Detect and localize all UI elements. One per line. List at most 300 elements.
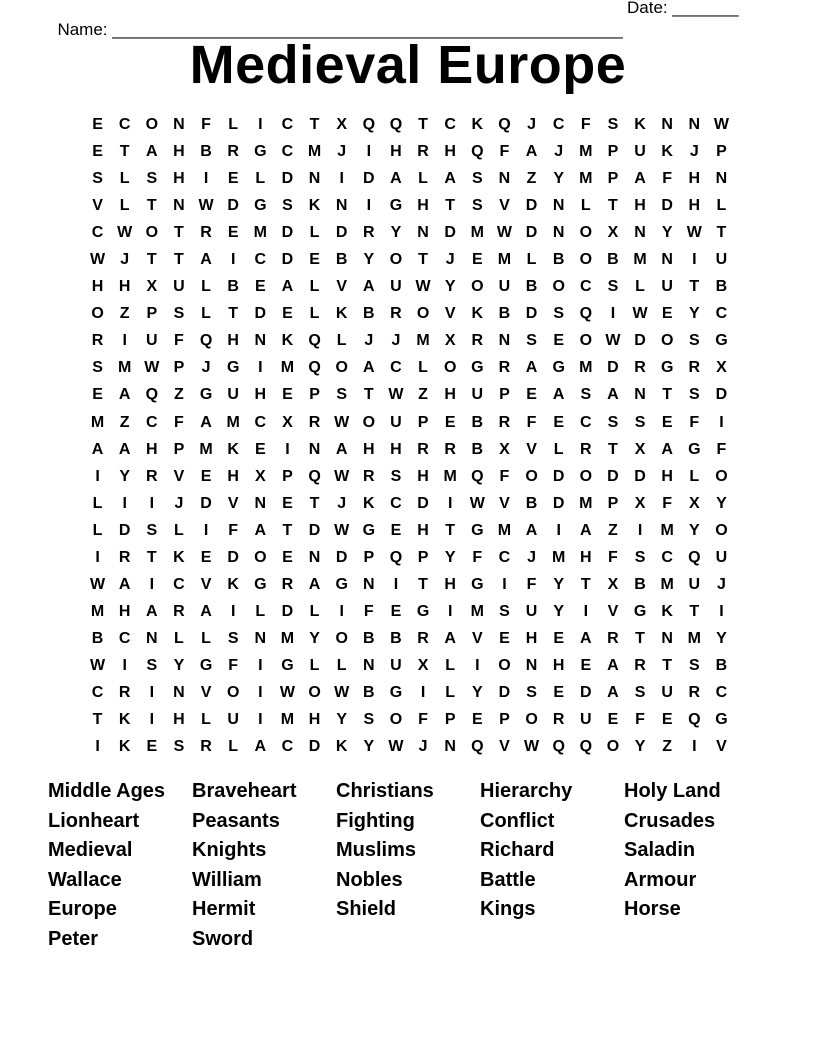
grid-letter: S [146, 521, 158, 539]
grid-letter: S [173, 305, 185, 323]
grid-letter: S [92, 359, 103, 377]
grid-letter: L [92, 521, 103, 539]
grid-letter: L [201, 629, 211, 647]
grid-letter: R [91, 332, 104, 350]
grid-letter: P [444, 711, 456, 729]
grid-letter: X [146, 278, 158, 296]
grid-letter: I [149, 575, 155, 593]
grid-letter: M [579, 143, 593, 161]
grid-letter: M [579, 359, 593, 377]
grid-letter: N [634, 386, 646, 404]
grid-letter: M [497, 251, 512, 269]
grid-letter: M [416, 332, 430, 350]
grid-letter: D [525, 305, 538, 323]
grid-letter: E [553, 332, 565, 350]
grid-letter: Q [308, 332, 321, 350]
grid-letter: Z [526, 170, 537, 188]
grid-letter: M [687, 629, 701, 647]
grid-letter: D [525, 224, 538, 242]
grid-letter: J [174, 494, 184, 512]
grid-letter: B [715, 278, 728, 296]
grid-letter: W [415, 278, 431, 296]
grid-letter: H [227, 467, 239, 485]
grid-letter: L [92, 494, 103, 512]
grid-letter: X [499, 440, 510, 458]
word-list-item: Braveheart [192, 780, 297, 802]
grid-letter: H [580, 548, 592, 566]
grid-row [84, 300, 735, 327]
grid-letter: K [335, 305, 348, 323]
grid-letter: M [226, 413, 240, 431]
grid-letter: N [146, 629, 158, 647]
word-list-item: Holy Land [624, 780, 721, 802]
grid-letter: J [120, 251, 130, 269]
grid-letter: N [661, 251, 673, 269]
grid-letter: M [90, 602, 105, 620]
grid-letter: X [254, 467, 266, 485]
grid-letter: H [444, 575, 456, 593]
grid-letter: C [390, 494, 402, 512]
grid-letter: V [227, 494, 239, 512]
grid-letter: T [418, 575, 428, 593]
grid-letter: N [308, 548, 321, 566]
grid-letter: C [661, 548, 673, 566]
grid-letter: U [715, 251, 728, 269]
grid-letter: E [390, 602, 402, 620]
grid-letter: P [309, 386, 320, 404]
grid-letter: B [607, 251, 619, 269]
grid-letter: K [634, 116, 646, 134]
grid-letter: L [201, 305, 211, 323]
grid-letter: E [200, 467, 212, 485]
grid-letter: Q [579, 738, 593, 756]
grid-letter: I [339, 170, 344, 188]
grid-letter: C [715, 305, 728, 323]
grid-letter: A [118, 440, 131, 458]
word-list-item: Medieval [48, 839, 133, 862]
grid-letter: G [389, 684, 403, 701]
grid-letter: I [447, 602, 453, 620]
grid-letter: B [498, 305, 511, 323]
grid-letter: O [362, 413, 376, 431]
grid-letter: R [118, 548, 131, 566]
grid-letter: H [417, 467, 429, 485]
grid-letter: N [417, 224, 429, 242]
grid-letter: H [688, 197, 701, 215]
grid-letter: X [716, 359, 727, 377]
grid-letter: F [526, 413, 537, 431]
grid-letter: H [227, 332, 239, 350]
grid-letter: S [227, 629, 239, 647]
grid-letter: R [363, 467, 375, 485]
grid-letter: T [689, 602, 700, 620]
grid-row [84, 354, 735, 381]
grid-letter: L [418, 359, 428, 377]
grid-letter: T [418, 251, 428, 269]
grid-letter: X [444, 332, 456, 350]
grid-letter: N [173, 197, 185, 215]
grid-letter: T [689, 278, 700, 296]
grid-letter: E [471, 711, 483, 729]
grid-letter: U [661, 684, 673, 701]
grid-row [84, 652, 735, 679]
grid-letter: Y [390, 224, 402, 242]
grid-row [84, 273, 735, 300]
grid-letter: H [363, 440, 375, 458]
grid-letter: R [552, 711, 565, 729]
grid-letter: Y [553, 602, 565, 620]
grid-letter: B [200, 143, 212, 161]
grid-letter: B [390, 629, 402, 647]
grid-letter: T [445, 197, 456, 215]
grid-letter: L [309, 656, 320, 674]
grid-letter: T [608, 197, 618, 215]
grid-letter: Q [308, 359, 321, 377]
grid-letter: S [363, 711, 375, 729]
grid-letter: R [417, 629, 429, 647]
grid-letter: I [475, 656, 480, 674]
grid-letter: E [227, 224, 239, 242]
grid-row [84, 679, 735, 706]
word-list-item: Fighting [336, 809, 415, 832]
grid-letter: A [607, 386, 619, 404]
grid-letter: D [200, 494, 212, 512]
grid-letter: D [607, 359, 619, 377]
grid-letter: P [607, 170, 619, 188]
grid-letter: W [334, 467, 350, 485]
grid-letter: I [95, 467, 100, 485]
grid-letter: J [201, 359, 211, 377]
grid-letter: G [688, 440, 701, 458]
grid-letter: Q [199, 332, 213, 350]
grid-letter: E [526, 386, 537, 404]
grid-letter: M [253, 224, 267, 242]
grid-letter: E [309, 251, 320, 269]
grid-letter: I [122, 656, 127, 674]
grid-letter: M [443, 467, 457, 485]
grid-letter: D [525, 197, 538, 215]
grid-letter: D [444, 224, 456, 242]
grid-letter: F [526, 575, 537, 593]
grid-letter: K [118, 711, 131, 729]
grid-letter: L [309, 305, 320, 323]
grid-letter: U [498, 278, 511, 296]
grid-letter: Y [716, 629, 727, 647]
grid-letter: L [309, 278, 320, 296]
grid-letter: X [336, 116, 348, 134]
grid-letter: A [363, 278, 375, 296]
grid-letter: O [525, 711, 538, 729]
grid-letter: B [471, 440, 484, 458]
grid-letter: T [418, 116, 428, 134]
grid-letter: O [579, 224, 593, 242]
grid-letter: F [689, 413, 700, 431]
grid-letter: M [552, 548, 566, 566]
grid-letter: I [122, 494, 127, 512]
grid-letter: F [363, 602, 374, 620]
grid-row [84, 111, 735, 138]
grid-letter: F [201, 116, 211, 134]
grid-letter: A [200, 602, 212, 620]
grid-letter: N [634, 224, 646, 242]
grid-letter: V [336, 278, 348, 296]
grid-letter: N [552, 224, 565, 242]
grid-letter: W [144, 359, 160, 377]
grid-letter: W [117, 224, 133, 242]
grid-letter: Y [363, 738, 375, 756]
grid-letter: M [660, 521, 674, 539]
grid-letter: I [258, 656, 263, 674]
grid-letter: O [606, 738, 620, 756]
grid-letter: G [254, 575, 267, 593]
grid-letter: T [445, 521, 456, 539]
grid-letter: D [281, 602, 294, 620]
grid-letter: K [227, 440, 239, 458]
grid-letter: L [228, 116, 239, 134]
grid-letter: K [471, 305, 484, 323]
grid-letter: D [335, 224, 348, 242]
grid-letter: A [444, 170, 456, 188]
grid-letter: L [689, 467, 700, 485]
grid-letter: R [634, 359, 646, 377]
grid-letter: A [146, 143, 158, 161]
word-list-item: Europe [48, 898, 117, 921]
grid-letter: J [554, 143, 564, 161]
grid-letter: Z [174, 386, 184, 404]
grid-letter: P [173, 440, 185, 458]
grid-letter: F [580, 116, 591, 134]
grid-letter: P [716, 143, 727, 161]
grid-letter: S [607, 413, 619, 431]
grid-letter: M [90, 413, 105, 431]
grid-letter: Y [553, 170, 565, 188]
grid-letter: N [498, 170, 511, 188]
grid-letter: D [498, 684, 511, 701]
grid-letter: C [281, 143, 294, 161]
grid-letter: F [228, 656, 239, 674]
grid-letter: J [391, 332, 401, 350]
grid-letter: O [552, 278, 565, 296]
grid-letter: Y [336, 711, 348, 729]
grid-row [84, 327, 735, 354]
grid-letter: W [496, 224, 512, 242]
grid-letter: R [363, 224, 375, 242]
grid-letter: O [498, 656, 511, 674]
grid-letter: F [174, 332, 184, 350]
word-list-item: Conflict [480, 809, 555, 832]
grid-letter: V [471, 629, 483, 647]
grid-letter: O [579, 467, 593, 485]
grid-letter: L [336, 656, 347, 674]
grid-letter: V [444, 305, 456, 323]
grid-letter: C [444, 116, 456, 134]
grid-letter: A [91, 440, 104, 458]
grid-letter: T [716, 224, 727, 242]
word-list-item: Peasants [192, 809, 280, 832]
grid-letter: I [258, 359, 263, 377]
grid-letter: H [91, 278, 104, 296]
grid-letter: X [688, 494, 700, 512]
grid-letter: Q [471, 738, 484, 756]
grid-letter: A [634, 170, 646, 188]
grid-letter: E [553, 629, 565, 647]
grid-letter: R [308, 413, 321, 431]
grid-letter: E [661, 413, 673, 431]
grid-letter: F [228, 521, 239, 539]
grid-row [84, 219, 735, 246]
grid-letter: D [552, 467, 565, 485]
grid-letter: A [363, 359, 375, 377]
grid-letter: A [661, 440, 673, 458]
grid-letter: G [226, 359, 240, 377]
grid-letter: O [254, 548, 267, 566]
grid-letter: C [498, 548, 511, 566]
grid-letter: C [91, 684, 104, 701]
grid-letter: E [553, 684, 565, 701]
grid-letter: B [91, 629, 104, 647]
word-list-item: Hermit [192, 898, 256, 921]
grid-letter: N [254, 494, 267, 512]
word-list-item: Lionheart [48, 809, 140, 832]
grid-letter: W [334, 413, 350, 431]
grid-letter: P [363, 548, 375, 566]
grid-letter: G [254, 197, 267, 215]
grid-letter: Y [444, 278, 456, 296]
grid-letter: L [201, 278, 211, 296]
grid-letter: I [610, 305, 616, 323]
grid-letter: C [715, 684, 728, 701]
grid-letter: P [607, 494, 619, 512]
grid-letter: S [634, 684, 646, 701]
grid-letter: M [199, 440, 213, 458]
grid-letter: Z [119, 305, 130, 323]
grid-letter: W [686, 224, 702, 242]
grid-letter: F [662, 494, 673, 512]
grid-letter: I [258, 684, 263, 701]
word-list-item: Hierarchy [480, 780, 573, 802]
grid-letter: R [146, 467, 158, 485]
grid-letter: S [471, 170, 483, 188]
word-list-item: Shield [336, 898, 397, 921]
word-list-item: Battle [480, 868, 536, 891]
grid-letter: I [637, 521, 643, 539]
grid-letter: S [146, 170, 158, 188]
grid-letter: L [228, 738, 239, 756]
grid-letter: B [525, 278, 538, 296]
word-list-item: Richard [480, 839, 555, 862]
grid-letter: Y [688, 521, 700, 539]
grid-letter: H [525, 629, 538, 647]
grid-letter: W [279, 684, 295, 701]
grid-letter: D [363, 170, 375, 188]
grid-letter: E [92, 386, 103, 404]
grid-letter: H [417, 197, 429, 215]
grid-letter: X [634, 440, 646, 458]
grid-letter: I [583, 602, 589, 620]
grid-letter: U [390, 278, 402, 296]
grid-letter: E [92, 116, 103, 134]
word-list-item: Peter [48, 927, 99, 950]
grid-letter: K [363, 494, 375, 512]
word-bank [48, 777, 768, 955]
grid-letter: Z [119, 413, 130, 431]
grid-letter: I [366, 197, 372, 215]
grid-letter: G [254, 143, 267, 161]
grid-letter: C [91, 224, 104, 242]
grid-letter: D [335, 548, 348, 566]
grid-letter: I [258, 711, 263, 729]
grid-letter: U [471, 386, 484, 404]
grid-letter: N [688, 116, 701, 134]
grid-letter: Q [552, 738, 565, 756]
grid-letter: N [173, 684, 185, 701]
grid-letter: A [607, 656, 619, 674]
grid-letter: O [145, 224, 159, 242]
grid-letter: O [226, 684, 240, 701]
grid-row [84, 436, 735, 463]
grid-letter: G [416, 602, 430, 620]
grid-letter: N [308, 170, 321, 188]
word-list-item: William [192, 868, 262, 891]
grid-letter: E [607, 711, 619, 729]
grid-letter: M [633, 251, 647, 269]
grid-row [84, 381, 735, 408]
grid-letter: R [498, 359, 511, 377]
grid-letter: F [174, 413, 184, 431]
grid-letter: Q [688, 711, 701, 729]
grid-letter: V [200, 575, 212, 593]
grid-letter: P [417, 413, 429, 431]
grid-letter: I [692, 251, 697, 269]
grid-letter: M [118, 359, 132, 377]
grid-letter: L [526, 251, 537, 269]
grid-letter: Q [389, 548, 403, 566]
grid-row [84, 544, 735, 571]
grid-letter: X [634, 494, 646, 512]
grid-letter: G [633, 602, 647, 620]
grid-letter: X [607, 224, 619, 242]
grid-letter: F [418, 711, 428, 729]
grid-letter: T [146, 197, 157, 215]
grid-letter: W [198, 197, 214, 215]
grid-letter: M [280, 359, 295, 377]
grid-letter: X [417, 656, 429, 674]
grid-letter: O [91, 305, 104, 323]
grid-letter: Y [119, 467, 131, 485]
grid-letter: G [715, 711, 728, 729]
word-list-item: Muslims [336, 839, 417, 862]
grid-letter: A [254, 738, 267, 756]
grid-letter: E [444, 413, 456, 431]
grid-letter: H [173, 143, 185, 161]
grid-letter: O [389, 711, 403, 729]
grid-letter: A [444, 629, 456, 647]
grid-letter: T [608, 440, 618, 458]
grid-letter: O [308, 684, 321, 701]
grid-letter: F [635, 711, 645, 729]
grid-letter: E [661, 711, 673, 729]
grid-letter: F [608, 548, 618, 566]
grid-letter: A [607, 684, 619, 701]
grid-letter: C [118, 629, 131, 647]
grid-letter: J [716, 575, 726, 593]
grid-letter: G [471, 359, 484, 377]
grid-letter: D [227, 197, 239, 215]
grid-letter: Y [553, 575, 565, 593]
word-list-item: Christians [336, 780, 434, 802]
grid-letter: L [119, 170, 130, 188]
word-list-item: Nobles [336, 868, 403, 891]
